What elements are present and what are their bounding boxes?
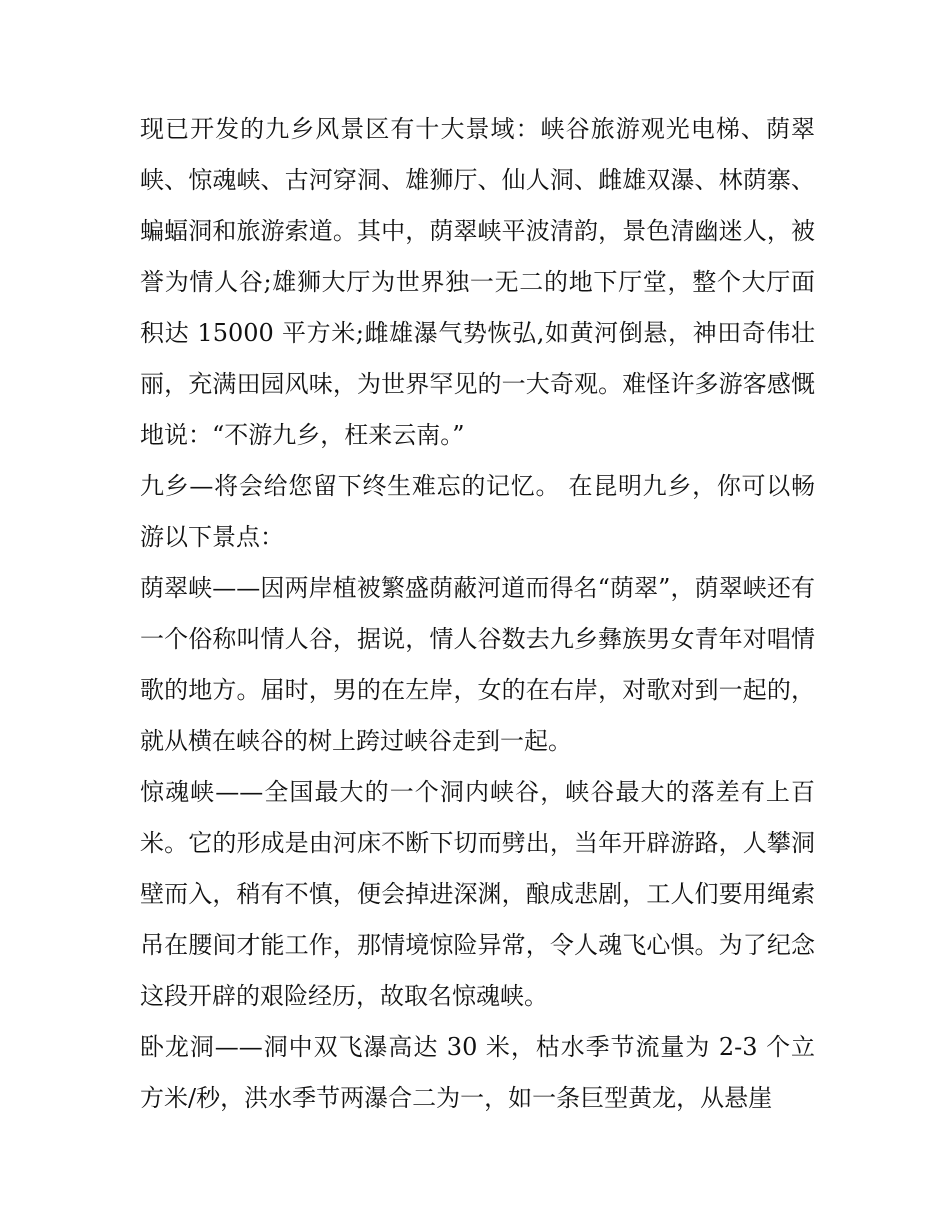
paragraph-scenic-areas-intro: 现已开发的九乡风景区有十大景域：峡谷旅游观光电梯、荫翠峡、惊魂峡、古河穿洞、雄狮厅、仙人洞、雌雄双瀑、林荫寨、蝙蝠洞和旅游索道。其中，荫翠峡平波清韵，景色清幽迷人，被誉为情人谷;雄狮大厅为世界独一无二的地下厅堂，整个大厅面积达 15000 平方米;雌雄瀑气势恢弘,如黄河倒悬，神田奇伟壮丽，充满田园风味，为世界罕见的一大奇观。难怪许多游客感慨地说：“不游九乡，枉来云南。” — [140, 115, 815, 449]
paragraph-yincui-gorge: 荫翠峡——因两岸植被繁盛荫蔽河道而得名“荫翠”，荫翠峡还有一个俗称叫情人谷，据说，情人谷数去九乡彝族男女青年对唱情歌的地方。届时，男的在左岸，女的在右岸，对歌对到一起的，就从横在峡谷的树上跨过峡谷走到一起。 — [140, 574, 815, 755]
paragraph-jiuxiang-memory: 九乡—将会给您留下终生难忘的记忆。 在昆明九乡，你可以畅游以下景点： — [140, 472, 815, 551]
paragraph-wolong-cave: 卧龙洞——洞中双飞瀑高达 30 米，枯水季节流量为 2-3 个立方米/秒，洪水季节两瀑合二为一，如一条巨型黄龙，从悬崖 — [140, 1033, 815, 1112]
paragraph-jinghun-gorge: 惊魂峡——全国最大的一个洞内峡谷，峡谷最大的落差有上百米。它的形成是由河床不断下切而劈出，当年开辟游路，人攀洞壁而入，稍有不慎，便会掉进深渊，酿成悲剧，工人们要用绳索吊在腰间才能工作，那情境惊险异常，令人魂飞心惧。为了纪念这段开辟的艰险经历，故取名惊魂峡。 — [140, 778, 815, 1010]
document-body — [140, 104, 815, 1124]
